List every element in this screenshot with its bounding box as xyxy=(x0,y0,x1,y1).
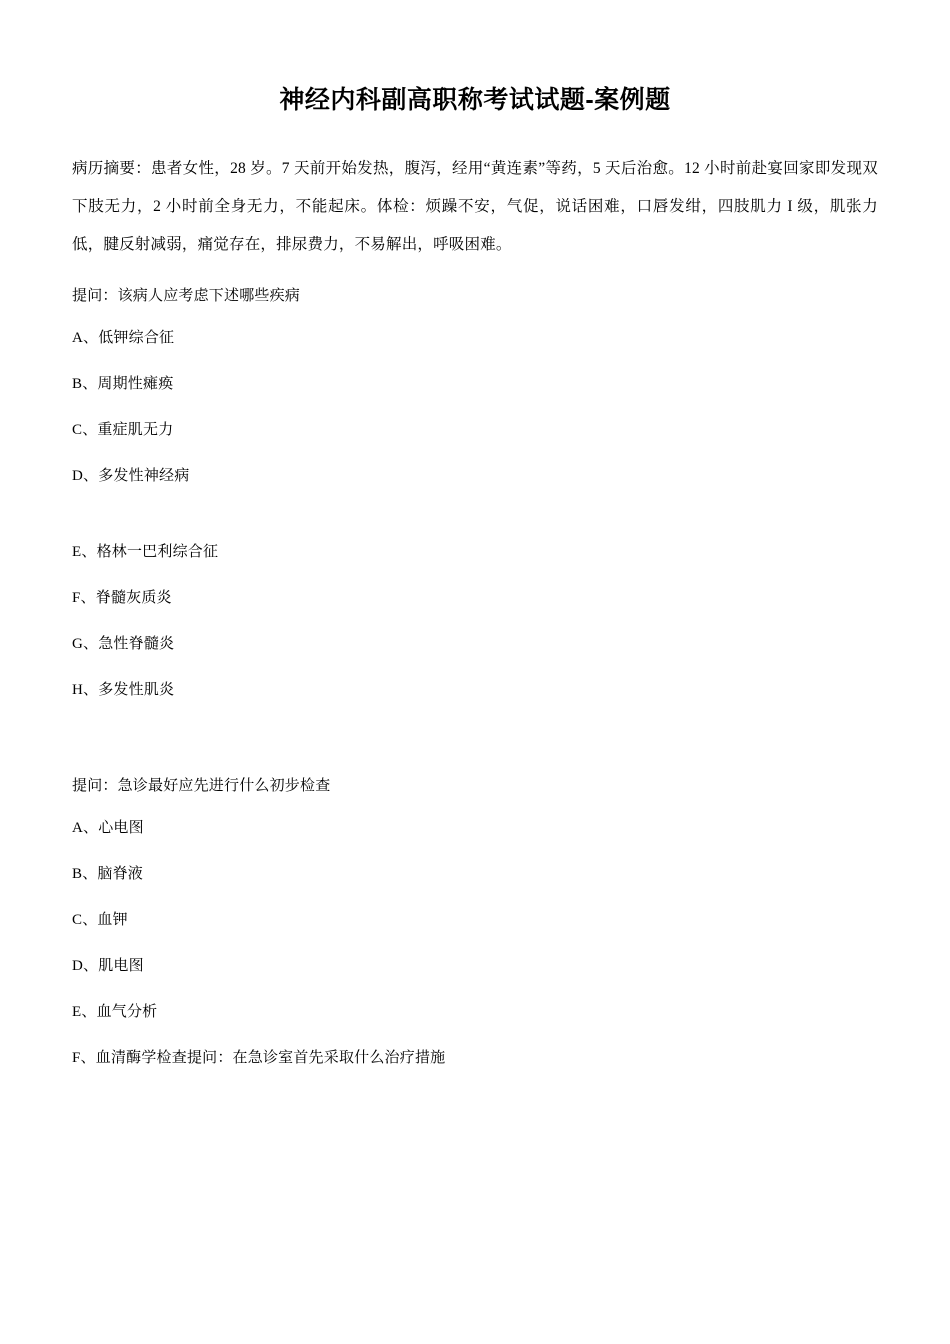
question-1-option-d: D、多发性神经病 xyxy=(72,467,190,484)
question-1-prompt: 提问：该病人应考虑下述哪些疾病 xyxy=(72,287,301,304)
question-1-option-g: G、急性脊髓炎 xyxy=(72,635,175,652)
question-2-option-f: F、血清酶学检查提问：在急诊室首先采取什么治疗措施 xyxy=(72,1049,446,1066)
option-group-separator xyxy=(72,504,878,534)
page-title: 神经内科副高职称考试试题-案例题 xyxy=(279,86,671,114)
question-2-option-e: E、血气分析 xyxy=(72,1003,158,1020)
question-2-option-d: D、肌电图 xyxy=(72,957,144,974)
question-1-option-b: B、周期性瘫痪 xyxy=(72,375,174,392)
question-separator xyxy=(72,718,878,754)
question-2-option-c: C、血钾 xyxy=(72,911,128,928)
question-1-option-e: E、格林一巴利综合征 xyxy=(72,543,219,560)
question-2-prompt: 提问：急诊最好应先进行什么初步检查 xyxy=(72,777,331,794)
question-1-option-c: C、重症肌无力 xyxy=(72,421,174,438)
question-1-option-a: A、低钾综合征 xyxy=(72,329,175,346)
question-1-option-h: H、多发性肌炎 xyxy=(72,681,175,698)
question-1-option-f: F、脊髓灰质炎 xyxy=(72,589,172,606)
question-2-option-a: A、心电图 xyxy=(72,819,144,836)
case-summary-paragraph: 病历摘要：患者女性，28 岁。7 天前开始发热，腹泻，经用“黄连素”等药，5 天后治愈。12 小时前赴宴回家即发现双下肢无力，2 小时前全身无力，不能起床。体检：烦躁不安，气促，说话困难，口唇发绀，四肢肌力 I 级，肌张力低，腱反射减弱，痛觉存在，排尿费力，不易解出，呼吸困难。 xyxy=(72,160,878,253)
question-2-option-b: B、脑脊液 xyxy=(72,865,144,882)
